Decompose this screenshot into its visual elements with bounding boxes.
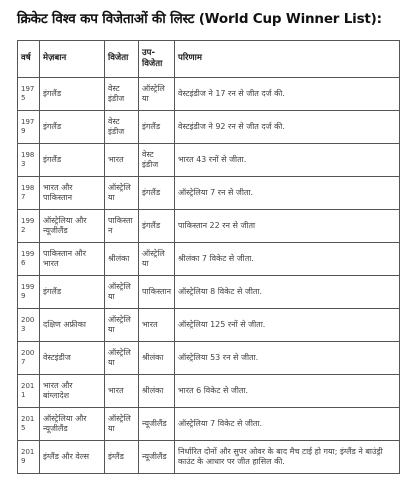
cell-result: ऑस्ट्रेलिया 7 रन से जीता. — [175, 177, 400, 210]
cell-runner-up: इंगलैंड — [139, 111, 175, 144]
cell-host: ऑस्ट्रेलिया और न्यूजीलैंड — [40, 210, 105, 243]
cell-year: 1996 — [18, 243, 40, 276]
cell-result: वेस्टइंडीज ने 17 रन से जीत दर्ज की. — [175, 78, 400, 111]
cell-year: 1999 — [18, 276, 40, 309]
cell-runner-up: भारत — [139, 309, 175, 342]
cell-runner-up: न्यूजीलैंड — [139, 408, 175, 441]
table-row — [18, 441, 400, 474]
cell-runner-up: ऑस्ट्रेलिया — [139, 243, 175, 276]
cell-host: वेस्टइंडीज — [40, 342, 105, 375]
cell-host: इंगलैंड — [40, 78, 105, 111]
cell-year: 2007 — [18, 342, 40, 375]
table-header-row — [18, 41, 400, 78]
cell-year: 2019 — [18, 441, 40, 474]
cell-runner-up: इंगलैंड — [139, 210, 175, 243]
header-host: मेज़बान — [40, 41, 105, 78]
table-row — [18, 309, 400, 342]
cell-runner-up: न्यूजीलैंड — [139, 441, 175, 474]
table-row — [18, 408, 400, 441]
page-title: क्रिकेट विश्व कप विजेताओं की लिस्ट (World Cup Winner List): — [17, 11, 382, 27]
cell-year: 1979 — [18, 111, 40, 144]
cell-host: इंगलैंड — [40, 276, 105, 309]
cell-host: ऑस्ट्रेलिया और न्यूजीलैंड — [40, 408, 105, 441]
cell-winner: ऑस्ट्रेलिया — [105, 309, 139, 342]
cell-year: 1987 — [18, 177, 40, 210]
table-row — [18, 210, 400, 243]
world-cup-winners-table — [17, 40, 400, 474]
cell-host: इंगलैंड — [40, 111, 105, 144]
cell-runner-up: इंगलैंड — [139, 177, 175, 210]
table-row — [18, 177, 400, 210]
cell-winner: ऑस्ट्रेलिया — [105, 342, 139, 375]
header-result: परिणाम — [175, 41, 400, 78]
cell-winner: पाकिस्तान — [105, 210, 139, 243]
cell-result: निर्धारित दोनों और सुपर ओवर के बाद मैच टाई हो गया; इंग्लैंड ने बाउंड्री काउंट के आधार पर जीत हासिल की. — [175, 441, 400, 474]
cell-runner-up: वेस्ट इंडीज — [139, 144, 175, 177]
cell-runner-up: श्रीलंका — [139, 342, 175, 375]
table-row — [18, 243, 400, 276]
cell-result: वेस्टइंडीज ने 92 रन से जीत दर्ज की. — [175, 111, 400, 144]
cell-winner: श्रीलंका — [105, 243, 139, 276]
cell-result: श्रीलंका 7 विकेट से जीता. — [175, 243, 400, 276]
header-year: वर्ष — [18, 41, 40, 78]
cell-host: भारत और पाकिस्तान — [40, 177, 105, 210]
cell-result: ऑस्ट्रेलिया 53 रन से जीता. — [175, 342, 400, 375]
cell-runner-up: श्रीलंका — [139, 375, 175, 408]
cell-host: पाकिस्तान और भारत — [40, 243, 105, 276]
table-row — [18, 111, 400, 144]
cell-year: 1975 — [18, 78, 40, 111]
cell-winner: ऑस्ट्रेलिया — [105, 276, 139, 309]
cell-runner-up: ऑस्ट्रेलिया — [139, 78, 175, 111]
cell-winner: भारत — [105, 144, 139, 177]
table-row — [18, 342, 400, 375]
cell-winner: भारत — [105, 375, 139, 408]
table-body — [18, 78, 400, 474]
cell-year: 2011 — [18, 375, 40, 408]
header-runner-up: उप-विजेता — [139, 41, 175, 78]
cell-year: 2015 — [18, 408, 40, 441]
cell-year: 2003 — [18, 309, 40, 342]
table-row — [18, 78, 400, 111]
cell-result: भारत 6 विकेट से जीता. — [175, 375, 400, 408]
cell-result: ऑस्ट्रेलिया 7 विकेट से जीता. — [175, 408, 400, 441]
cell-host: इंगलैंड — [40, 144, 105, 177]
cell-host: भारत और बांग्लादेश — [40, 375, 105, 408]
cell-result: पाकिस्तान 22 रन से जीता — [175, 210, 400, 243]
header-winner: विजेता — [105, 41, 139, 78]
cell-result: भारत 43 रनों से जीता. — [175, 144, 400, 177]
table-row — [18, 276, 400, 309]
cell-winner: वेस्ट इंडीज — [105, 78, 139, 111]
cell-year: 1992 — [18, 210, 40, 243]
cell-result: ऑस्ट्रेलिया 125 रनों से जीता. — [175, 309, 400, 342]
cell-winner: ऑस्ट्रेलिया — [105, 408, 139, 441]
table-row — [18, 375, 400, 408]
cell-winner: वेस्ट इंडीज — [105, 111, 139, 144]
cell-runner-up: पाकिस्तान — [139, 276, 175, 309]
cell-host: दक्षिण अफ्रीका — [40, 309, 105, 342]
cell-winner: ऑस्ट्रेलिया — [105, 177, 139, 210]
cell-result: ऑस्ट्रेलिया 8 विकेट से जीता. — [175, 276, 400, 309]
table-row — [18, 144, 400, 177]
cell-winner: इंग्लैंड — [105, 441, 139, 474]
cell-year: 1983 — [18, 144, 40, 177]
cell-host: इंग्लैंड और वेल्स — [40, 441, 105, 474]
